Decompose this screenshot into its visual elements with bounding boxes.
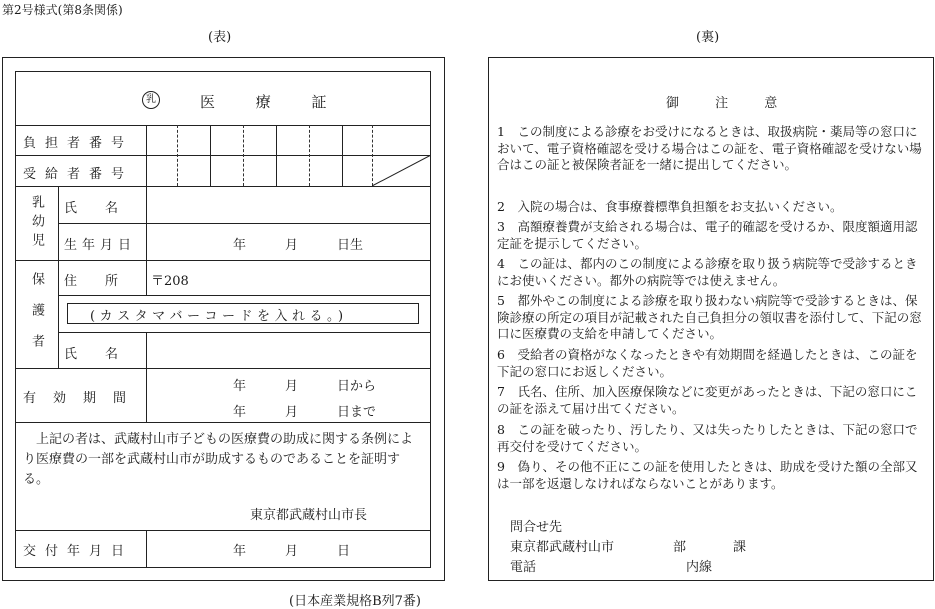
address-label: 住所 <box>64 274 147 289</box>
contact-extension-label: 内線 <box>686 560 713 575</box>
contact-dept: 部 <box>673 540 687 555</box>
validity-label: 有効期間 <box>23 391 144 406</box>
row-line <box>15 530 431 531</box>
notice-item-5: 5 都外やこの制度による診療を取り扱わない病院等で受診するときは、保険診療の所定の項目が記載された自己負担分の領収書を添付して、下記の窓口に医療費の支給を申請してください。 <box>497 293 922 341</box>
notice-item-8: 8 この証を破ったり、汚したり、又は失ったりしたときは、下記の窓口で再交付を受けてください。 <box>497 422 918 454</box>
col-line <box>146 530 147 568</box>
col-line <box>146 186 147 296</box>
notice-item-4: 4 この証は、都内のこの制度による診療を取り扱う病院等で受診するときにお使いください。都外の病院等では使えません。 <box>497 256 918 288</box>
front-title: 医 療 証 <box>200 93 345 111</box>
row-line <box>15 186 431 187</box>
notice-item-1: 1 この制度による診療をお受けになるときは、取扱病院・薬局等の窓口において、電子資格確認を受ける場合はこの証を、電子資格確認を受けない場合はこの証と被保険者証を一緒に提出してください。 <box>497 124 922 172</box>
notice-item-7: 7 氏名、住所、加入医療保険などに変更があったときは、下記の窓口にこの証を添えて届け出てください。 <box>497 384 918 416</box>
infant-label: 乳幼児 <box>29 195 44 252</box>
back-side-label: (裏) <box>696 30 720 45</box>
footer-note: (日本産業規格B列7番) <box>289 594 421 609</box>
notice-item-3: 3 高額療養費が支給される場合は、電子的確認を受けるか、限度額適用認定証を提示してください。 <box>497 219 918 251</box>
form-label: 第2号様式(第8条関係) <box>2 3 123 17</box>
col-line <box>146 125 147 186</box>
issuer: 東京都武蔵村山市長 <box>250 508 368 523</box>
validity-from: 年 月 日から <box>233 379 377 394</box>
digit-divider <box>243 125 244 186</box>
barcode-note: (カスタマバーコードを入れる。) <box>90 309 348 324</box>
row-line <box>58 332 431 333</box>
row-line <box>15 422 431 423</box>
contact-office: 東京都武蔵村山市 <box>510 540 615 555</box>
notice-item-9: 9 偽り、その他不正にこの証を使用したときは、助成を受けた額の全部又は一部を返還しなければならないことがあります。 <box>497 459 918 491</box>
birthdate-label: 生年月日 <box>64 238 137 253</box>
digit-divider <box>210 125 211 186</box>
notice-item-2: 2 入院の場合は、食事療養標準負担額をお支払いください。 <box>497 199 843 214</box>
contact-heading: 問合せ先 <box>510 520 563 535</box>
row-line <box>15 155 431 156</box>
front-side-label: (表) <box>208 30 232 45</box>
guardian-name-label: 氏名 <box>64 347 147 362</box>
col-line <box>146 332 147 422</box>
address-value: 〒208 <box>151 274 189 289</box>
validity-to: 年 月 日まで <box>233 405 377 420</box>
certification-text: 上記の者は、武蔵村山市子どもの医療費の助成に関する条例により医療費の一部を武蔵村山市が助成するものであることを証明する。 <box>23 432 414 487</box>
row-line <box>58 295 431 296</box>
contact-section: 課 <box>733 540 747 555</box>
infant-name-label: 氏名 <box>64 201 147 216</box>
burden-number-label: 負担者番号 <box>23 136 134 151</box>
infant-mark-circle: 乳 <box>142 91 160 109</box>
col-line <box>58 186 59 368</box>
guardian-label: 保護者 <box>29 272 44 365</box>
contact-phone-label: 電話 <box>510 560 537 575</box>
issue-date-value: 年 月 日 <box>233 544 351 559</box>
row-line <box>15 368 431 369</box>
birthdate-value: 年 月 日生 <box>233 238 364 253</box>
back-title: 御 注 意 <box>666 96 794 111</box>
issue-date-label: 交付年月日 <box>23 544 134 559</box>
digit-divider <box>342 125 343 186</box>
digit-divider <box>177 125 178 186</box>
diagonal-slash <box>372 155 431 186</box>
digit-divider <box>276 125 277 186</box>
digit-divider <box>309 125 310 186</box>
row-line <box>15 125 431 126</box>
row-line <box>15 260 431 261</box>
notice-item-6: 6 受給者の資格がなくなったときや有効期間を経過したときは、この証を下記の窓口にお返しください。 <box>497 347 918 379</box>
recipient-number-label: 受給者番号 <box>23 167 134 182</box>
row-line <box>58 223 431 224</box>
